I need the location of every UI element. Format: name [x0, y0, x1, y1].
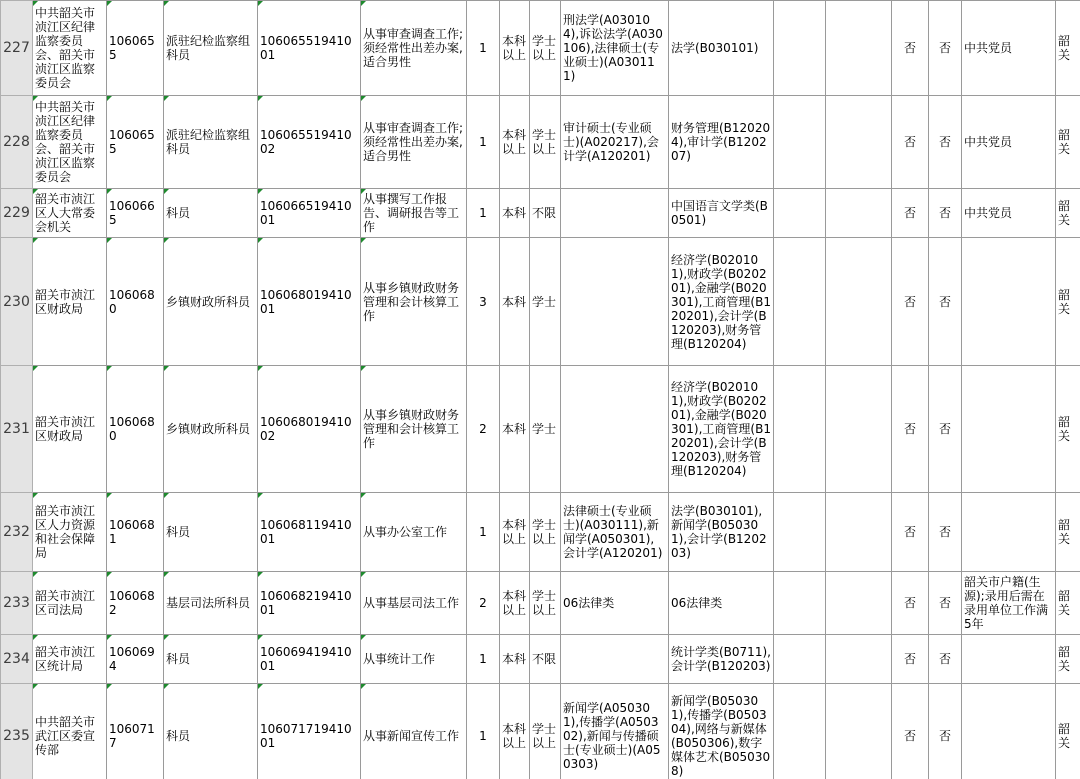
undergraduate-major-cell[interactable]: [669, 572, 774, 635]
duty-description-cell[interactable]: [361, 684, 467, 779]
cell-text: 10606551941002: [260, 128, 352, 156]
position-name-cell[interactable]: [164, 493, 258, 572]
flag-cell-a[interactable]: [892, 493, 929, 572]
hire-count-cell[interactable]: [467, 96, 500, 189]
cell-text: 韶关: [1058, 589, 1071, 617]
cell-text: 否: [938, 206, 951, 220]
department-code-cell[interactable]: [107, 493, 164, 572]
cell-text: 学士以上: [532, 518, 557, 546]
position-code-cell[interactable]: [258, 493, 361, 572]
department-cell[interactable]: [33, 493, 107, 572]
cell-text: 1060680: [109, 415, 155, 443]
department-code-cell[interactable]: [107, 684, 164, 779]
cell-text: 学士以上: [532, 722, 557, 750]
hire-count-cell[interactable]: [467, 493, 500, 572]
cell-text: 1: [479, 41, 487, 55]
flag-cell-a[interactable]: [892, 635, 929, 684]
extra-requirement-cell[interactable]: [826, 493, 892, 572]
graduate-major-cell[interactable]: [561, 366, 669, 493]
education-cell[interactable]: [500, 572, 530, 635]
undergraduate-major-cell[interactable]: [669, 1, 774, 96]
graduate-major-cell[interactable]: [561, 493, 669, 572]
cell-text: 228: [3, 134, 30, 150]
cell-text: 韶关: [1058, 518, 1071, 546]
cell-text: 1060694: [109, 645, 155, 673]
graduate-major-cell[interactable]: [561, 1, 669, 96]
cell-text: 否: [903, 525, 916, 539]
extra-major-cell[interactable]: [774, 684, 826, 779]
political-status-cell[interactable]: [962, 96, 1056, 189]
cell-text: 1060717: [109, 722, 155, 750]
cell-text: 231: [3, 421, 30, 437]
cell-text: 本科: [502, 422, 527, 436]
flag-cell-b[interactable]: [929, 1, 962, 96]
table-row: [1, 1, 1080, 96]
cell-text: 本科以上: [502, 722, 527, 750]
position-code-cell[interactable]: [258, 366, 361, 493]
row-header[interactable]: [1, 96, 33, 189]
political-status-cell[interactable]: [962, 635, 1056, 684]
cell-text: 否: [903, 41, 916, 55]
department-cell[interactable]: [33, 684, 107, 779]
flag-cell-a[interactable]: [892, 572, 929, 635]
region-cell[interactable]: [1056, 96, 1080, 189]
undergraduate-major-cell[interactable]: [669, 493, 774, 572]
cell-text: 否: [903, 596, 916, 610]
undergraduate-major-cell[interactable]: [669, 238, 774, 366]
cell-text: 从事撰写工作报告、调研报告等工作: [363, 192, 460, 234]
cell-text: 韶关市浈江区人大常委会机关: [35, 192, 96, 234]
hire-count-cell[interactable]: [467, 572, 500, 635]
cell-text: 统计学类(B0711),会计学(B120203): [671, 645, 771, 673]
duty-description-cell[interactable]: [361, 96, 467, 189]
cell-text: 科员: [166, 729, 191, 743]
table-row: [1, 684, 1080, 779]
cell-text: 韶关市户籍(生源);录用后需在录用单位工作满5年: [964, 575, 1049, 631]
duty-description-cell[interactable]: [361, 1, 467, 96]
cell-text: 从事办公室工作: [363, 525, 448, 539]
hire-count-cell[interactable]: [467, 238, 500, 366]
cell-text: 法律硕士(专业硕士)(A030111),新闻学(A050301),会计学(A120201): [563, 504, 663, 560]
position-name-cell[interactable]: [164, 635, 258, 684]
department-cell[interactable]: [33, 572, 107, 635]
flag-cell-a[interactable]: [892, 96, 929, 189]
cell-text: 中共韶关市浈江区纪律监察委员会、韶关市浈江区监察委员会: [35, 100, 96, 184]
cell-text: 10606811941001: [260, 518, 352, 546]
degree-cell[interactable]: [530, 238, 561, 366]
cell-text: 学士以上: [532, 128, 557, 156]
flag-cell-a[interactable]: [892, 189, 929, 238]
cell-text: 学士以上: [532, 589, 557, 617]
political-status-cell[interactable]: [962, 1, 1056, 96]
cell-text: 06法律类: [671, 596, 723, 610]
table-row: [1, 635, 1080, 684]
flag-cell-a[interactable]: [892, 366, 929, 493]
extra-major-cell[interactable]: [774, 1, 826, 96]
degree-cell[interactable]: [530, 572, 561, 635]
region-cell[interactable]: [1056, 493, 1080, 572]
row-header[interactable]: [1, 366, 33, 493]
flag-cell-b[interactable]: [929, 238, 962, 366]
cell-text: 1: [479, 206, 487, 220]
duty-description-cell[interactable]: [361, 635, 467, 684]
political-status-cell[interactable]: [962, 238, 1056, 366]
position-code-cell[interactable]: [258, 238, 361, 366]
extra-requirement-cell[interactable]: [826, 635, 892, 684]
hire-count-cell[interactable]: [467, 189, 500, 238]
cell-text: 乡镇财政所科员: [166, 422, 251, 436]
education-cell[interactable]: [500, 238, 530, 366]
department-code-cell[interactable]: [107, 189, 164, 238]
graduate-major-cell[interactable]: [561, 635, 669, 684]
region-cell[interactable]: [1056, 572, 1080, 635]
cell-text: 韶关市浈江区统计局: [35, 645, 96, 673]
cell-text: 3: [479, 294, 487, 309]
region-cell[interactable]: [1056, 1, 1080, 96]
row-header[interactable]: [1, 572, 33, 635]
flag-cell-a[interactable]: [892, 1, 929, 96]
cell-text: 科员: [166, 206, 191, 220]
cell-text: 中共党员: [964, 41, 1013, 55]
extra-major-cell[interactable]: [774, 493, 826, 572]
table-row: [1, 366, 1080, 493]
hire-count-cell[interactable]: [467, 366, 500, 493]
region-cell[interactable]: [1056, 635, 1080, 684]
region-cell[interactable]: [1056, 189, 1080, 238]
cell-text: 韶关: [1058, 415, 1071, 443]
cell-text: 否: [903, 294, 916, 309]
degree-cell[interactable]: [530, 96, 561, 189]
cell-text: 本科以上: [502, 128, 527, 156]
row-header[interactable]: [1, 189, 33, 238]
cell-text: 10606941941001: [260, 645, 352, 673]
cell-text: 1: [479, 729, 487, 743]
degree-cell[interactable]: [530, 635, 561, 684]
cell-text: 否: [938, 422, 951, 436]
cell-text: 派驻纪检监察组科员: [166, 34, 251, 62]
department-code-cell[interactable]: [107, 96, 164, 189]
department-code-cell[interactable]: [107, 572, 164, 635]
cell-text: 从事审查调查工作;须经常性出差办案,适合男性: [363, 121, 464, 163]
position-code-cell[interactable]: [258, 189, 361, 238]
extra-major-cell[interactable]: [774, 238, 826, 366]
cell-text: 学士以上: [532, 34, 557, 62]
cell-text: 否: [938, 41, 951, 55]
duty-description-cell[interactable]: [361, 189, 467, 238]
position-name-cell[interactable]: [164, 238, 258, 366]
table-row: [1, 493, 1080, 572]
cell-text: 本科以上: [502, 518, 527, 546]
position-code-cell[interactable]: [258, 96, 361, 189]
cell-text: 韶关市浈江区人力资源和社会保障局: [35, 504, 96, 560]
extra-major-cell[interactable]: [774, 189, 826, 238]
cell-text: 新闻学(B050301),传播学(B050304),网络与新媒体(B050306),数字媒体艺术(B050308): [671, 694, 771, 778]
extra-requirement-cell[interactable]: [826, 572, 892, 635]
department-cell[interactable]: [33, 238, 107, 366]
cell-text: 本科以上: [502, 34, 527, 62]
duty-description-cell[interactable]: [361, 493, 467, 572]
education-cell[interactable]: [500, 493, 530, 572]
hire-count-cell[interactable]: [467, 635, 500, 684]
cell-text: 06法律类: [563, 596, 615, 610]
region-cell[interactable]: [1056, 366, 1080, 493]
extra-requirement-cell[interactable]: [826, 238, 892, 366]
undergraduate-major-cell[interactable]: [669, 96, 774, 189]
extra-requirement-cell[interactable]: [826, 1, 892, 96]
political-status-cell[interactable]: [962, 366, 1056, 493]
duty-description-cell[interactable]: [361, 238, 467, 366]
cell-text: 中共韶关市武江区委宣传部: [35, 715, 96, 757]
position-code-cell[interactable]: [258, 684, 361, 779]
cell-text: 229: [3, 205, 30, 221]
cell-text: 中共党员: [964, 135, 1013, 149]
table-row: [1, 238, 1080, 366]
cell-text: 2: [479, 422, 487, 436]
cell-text: 否: [903, 729, 916, 743]
cell-text: 否: [938, 294, 951, 309]
cell-text: 否: [938, 652, 951, 666]
graduate-major-cell[interactable]: [561, 684, 669, 779]
cell-text: 10607171941001: [260, 722, 352, 750]
duty-description-cell[interactable]: [361, 572, 467, 635]
cell-text: 1060665: [109, 199, 155, 227]
cell-text: 韶关: [1058, 722, 1071, 750]
cell-text: 1: [479, 135, 487, 149]
cell-text: 1060681: [109, 518, 155, 546]
extra-major-cell[interactable]: [774, 366, 826, 493]
position-code-cell[interactable]: [258, 635, 361, 684]
cell-text: 2: [479, 596, 487, 610]
degree-cell[interactable]: [530, 189, 561, 238]
row-header[interactable]: [1, 238, 33, 366]
cell-text: 235: [3, 728, 30, 744]
position-name-cell[interactable]: [164, 572, 258, 635]
cell-text: 233: [3, 595, 30, 611]
undergraduate-major-cell[interactable]: [669, 635, 774, 684]
cell-text: 否: [938, 596, 951, 610]
political-status-cell[interactable]: [962, 189, 1056, 238]
education-cell[interactable]: [500, 684, 530, 779]
degree-cell[interactable]: [530, 493, 561, 572]
cell-text: 本科以上: [502, 589, 527, 617]
flag-cell-b[interactable]: [929, 493, 962, 572]
cell-text: 韶关市浈江区司法局: [35, 589, 96, 617]
cell-text: 否: [903, 206, 916, 220]
political-status-cell[interactable]: [962, 493, 1056, 572]
flag-cell-b[interactable]: [929, 96, 962, 189]
cell-text: 不限: [532, 652, 557, 666]
cell-text: 刑法学(A030104),诉讼法学(A030106),法律硕士(专业硕士)(A030111): [563, 13, 663, 83]
department-cell[interactable]: [33, 635, 107, 684]
flag-cell-b[interactable]: [929, 635, 962, 684]
cell-text: 本科: [502, 652, 527, 666]
flag-cell-b[interactable]: [929, 572, 962, 635]
cell-text: 否: [938, 729, 951, 743]
cell-text: 韶关市浈江区财政局: [35, 287, 96, 316]
row-header[interactable]: [1, 1, 33, 96]
cell-text: 1060655: [109, 34, 155, 62]
cell-text: 227: [3, 40, 30, 56]
cell-text: 派驻纪检监察组科员: [166, 128, 251, 156]
position-name-cell[interactable]: [164, 189, 258, 238]
cell-text: 本科: [502, 206, 527, 220]
cell-text: 韶关: [1058, 645, 1071, 673]
cell-text: 中共韶关市浈江区纪律监察委员会、韶关市浈江区监察委员会: [35, 6, 96, 90]
hire-count-cell[interactable]: [467, 1, 500, 96]
cell-text: 法学(B030101),新闻学(B050301),会计学(B120203): [671, 504, 767, 560]
table-row: [1, 96, 1080, 189]
department-cell[interactable]: [33, 1, 107, 96]
education-cell[interactable]: [500, 189, 530, 238]
row-header[interactable]: [1, 635, 33, 684]
department-code-cell[interactable]: [107, 635, 164, 684]
undergraduate-major-cell[interactable]: [669, 684, 774, 779]
flag-cell-a[interactable]: [892, 238, 929, 366]
row-header[interactable]: [1, 493, 33, 572]
cell-text: 财务管理(B120204),审计学(B120207): [671, 121, 771, 163]
department-cell[interactable]: [33, 189, 107, 238]
cell-text: 不限: [532, 206, 557, 220]
duty-description-cell[interactable]: [361, 366, 467, 493]
cell-text: 中共党员: [964, 206, 1013, 220]
cell-text: 10606651941001: [260, 199, 352, 227]
hire-count-cell[interactable]: [467, 684, 500, 779]
cell-text: 否: [903, 135, 916, 149]
cell-text: 234: [3, 651, 30, 667]
cell-text: 否: [903, 422, 916, 436]
extra-requirement-cell[interactable]: [826, 189, 892, 238]
flag-cell-b[interactable]: [929, 684, 962, 779]
cell-text: 1060682: [109, 589, 155, 617]
extra-requirement-cell[interactable]: [826, 684, 892, 779]
note-cell[interactable]: [962, 572, 1056, 635]
cell-text: 经济学(B020101),财政学(B020201),金融学(B020301),工商管理(B120201),会计学(B120203),财务管理(B120204): [671, 252, 771, 351]
cell-text: 从事乡镇财政财务管理和会计核算工作: [363, 408, 460, 450]
cell-text: 1: [479, 652, 487, 666]
graduate-major-cell[interactable]: [561, 572, 669, 635]
table-row: [1, 189, 1080, 238]
position-name-cell[interactable]: [164, 1, 258, 96]
education-cell[interactable]: [500, 1, 530, 96]
education-cell[interactable]: [500, 96, 530, 189]
cell-text: 从事新闻宣传工作: [363, 729, 460, 743]
degree-cell[interactable]: [530, 366, 561, 493]
flag-cell-a[interactable]: [892, 684, 929, 779]
cell-text: 韶关: [1058, 34, 1071, 62]
cell-text: 从事基层司法工作: [363, 596, 460, 610]
degree-cell[interactable]: [530, 684, 561, 779]
cell-text: 10606551941001: [260, 34, 352, 62]
department-cell[interactable]: [33, 366, 107, 493]
position-name-cell[interactable]: [164, 96, 258, 189]
cell-text: 1: [479, 525, 487, 539]
cell-text: 10606821941001: [260, 589, 352, 617]
cell-text: 审计硕士(专业硕士)(A020217),会计学(A120201): [563, 121, 659, 163]
department-code-cell[interactable]: [107, 1, 164, 96]
cell-text: 10606801941001: [260, 287, 352, 316]
political-status-cell[interactable]: [962, 684, 1056, 779]
cell-text: 否: [938, 135, 951, 149]
cell-text: 学士: [532, 294, 557, 309]
cell-text: 学士: [532, 422, 557, 436]
cell-text: 1060680: [109, 287, 155, 316]
extra-major-cell[interactable]: [774, 96, 826, 189]
cell-text: 科员: [166, 525, 191, 539]
graduate-major-cell[interactable]: [561, 189, 669, 238]
department-code-cell[interactable]: [107, 366, 164, 493]
cell-text: 新闻学(A050301),传播学(A050302),新闻与传播硕士(专业硕士)(A050303): [563, 701, 661, 771]
cell-text: 韶关: [1058, 287, 1071, 316]
region-cell[interactable]: [1056, 238, 1080, 366]
cell-text: 韶关: [1058, 128, 1071, 156]
cell-text: 基层司法所科员: [166, 596, 251, 610]
undergraduate-major-cell[interactable]: [669, 366, 774, 493]
cell-text: 经济学(B020101),财政学(B020201),金融学(B020301),工商管理(B120201),会计学(B120203),财务管理(B120204): [671, 380, 771, 478]
graduate-major-cell[interactable]: [561, 238, 669, 366]
cell-text: 否: [938, 525, 951, 539]
cell-text: 否: [903, 652, 916, 666]
cell-text: 科员: [166, 652, 191, 666]
table-row: [1, 572, 1080, 635]
cell-text: 本科: [502, 294, 527, 309]
extra-major-cell[interactable]: [774, 572, 826, 635]
degree-cell[interactable]: [530, 1, 561, 96]
department-code-cell[interactable]: [107, 238, 164, 366]
graduate-major-cell[interactable]: [561, 96, 669, 189]
cell-text: 韶关市浈江区财政局: [35, 415, 96, 443]
cell-text: 中国语言文学类(B0501): [671, 199, 768, 227]
position-code-cell[interactable]: [258, 572, 361, 635]
position-code-cell[interactable]: [258, 1, 361, 96]
education-cell[interactable]: [500, 635, 530, 684]
extra-major-cell[interactable]: [774, 635, 826, 684]
row-header[interactable]: [1, 684, 33, 779]
position-name-cell[interactable]: [164, 366, 258, 493]
cell-text: 从事乡镇财政财务管理和会计核算工作: [363, 280, 460, 323]
cell-text: 法学(B030101): [671, 41, 759, 55]
department-cell[interactable]: [33, 96, 107, 189]
cell-text: 从事统计工作: [363, 652, 436, 666]
flag-cell-b[interactable]: [929, 189, 962, 238]
extra-requirement-cell[interactable]: [826, 366, 892, 493]
cell-text: 1060655: [109, 128, 155, 156]
cell-text: 从事审查调查工作;须经常性出差办案,适合男性: [363, 27, 464, 69]
education-cell[interactable]: [500, 366, 530, 493]
position-name-cell[interactable]: [164, 684, 258, 779]
extra-requirement-cell[interactable]: [826, 96, 892, 189]
flag-cell-b[interactable]: [929, 366, 962, 493]
cell-text: 230: [3, 293, 30, 310]
undergraduate-major-cell[interactable]: [669, 189, 774, 238]
cell-text: 10606801941002: [260, 415, 352, 443]
region-cell[interactable]: [1056, 684, 1080, 779]
cell-text: 乡镇财政所科员: [166, 294, 251, 309]
cell-text: 韶关: [1058, 199, 1071, 227]
cell-text: 232: [3, 524, 30, 540]
